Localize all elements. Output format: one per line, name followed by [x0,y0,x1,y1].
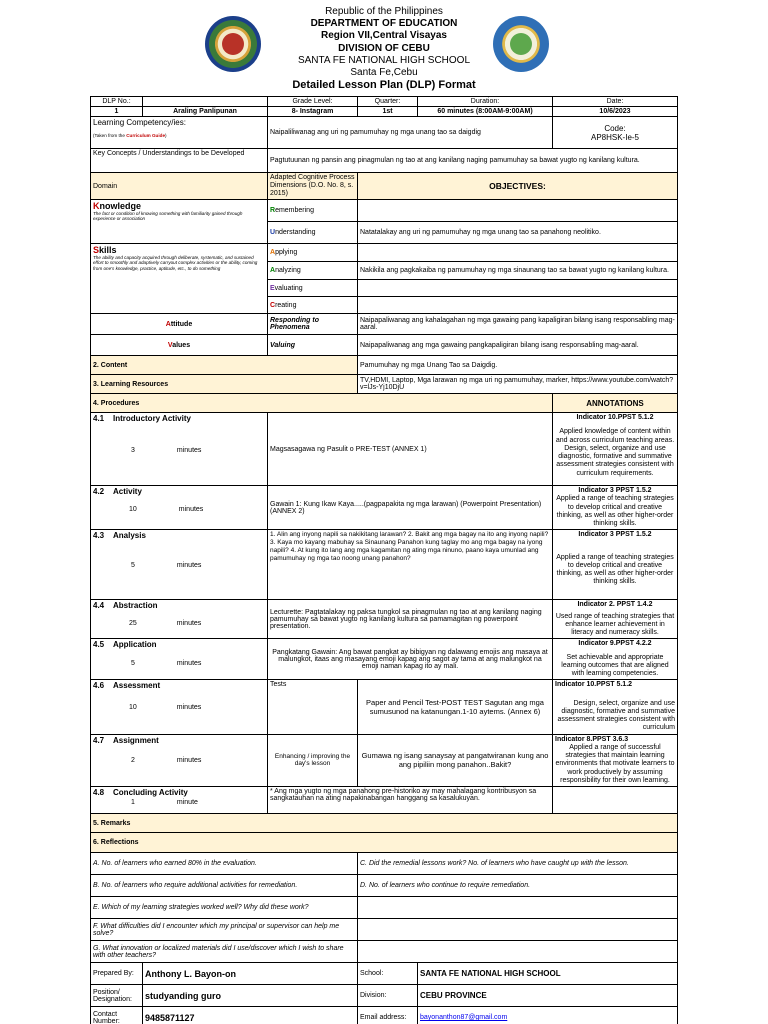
procedure-row [91,734,678,787]
code-value: AP8HSK-Ie-5 [590,132,640,142]
knowledge-domain: Knowledge The fact or condition of knowing something with familiarity gained through experience or association [91,200,268,244]
procedure-indicator: Indicator 9.PPST 4.2.2 [578,640,652,648]
procedure-title: 4.8 Concluding Activity [93,788,188,798]
procedure-annotation: Applied knowledge of content within and across curriculum teaching areas. Design, select, organize and use diagnostic, formative and summative assessment strategies consistent with curriculum requirements. [555,428,675,477]
procedure-row [91,530,678,600]
procedure-row [91,600,678,639]
knowledge-remembering-row [91,200,678,222]
procedure-row [91,413,678,486]
remarks-row [91,814,678,833]
position-label: Position/ Designation: [91,985,143,1007]
reflections-row [91,833,678,853]
duration-value: 60 minutes (8:00AM-9:00AM) [418,107,553,117]
skills-description: The ability and capacity acquired through deliberate, systematic, and sustained effort to smoothly and adaptively carryout complex activities or the ability, coming from one's knowledge, practice, aptitude, etc., to do something [93,255,258,271]
adapted-dimension-label: Adapted Cognitive Process Dimensions (D.O. No. 8, s. 2015) [268,173,358,200]
level-creating: Creating [268,297,358,314]
procedure-title: 4.3 Analysis [93,531,146,541]
procedure-subcategory: Enhancing / improving the day's lesson [268,734,358,787]
dlp-table [90,96,678,1024]
objective-evaluating [358,280,678,297]
skills-applying-row [91,244,678,262]
procedure-indicator: Indicator 8.PPST 3.6.3 [555,735,629,743]
domain-label: Domain [91,173,268,200]
footer-row [91,963,678,985]
contact-value: 9485871127 [143,1007,358,1024]
attitude-objective: Naipapaliwanag ang kahalagahan ng mga gawaing pang kapaligiran bilang isang responsabling mag-aaral. [358,314,678,335]
competency-text: Naipaliliwanag ang uri ng pamumuhay ng mga unang tao sa daigdig [268,117,553,149]
procedure-annotation: Applied a range of teaching strategies to develop critical and creative thinking, as well as other higher-order thinking skills. [556,553,674,586]
prepared-by-value: Anthony L. Bayon-on [143,963,358,985]
division-label: Division: [358,985,418,1007]
procedure-minutes: 2 minutes [131,756,202,764]
dlp-no-label: DLP No.: [91,97,143,107]
objective-analyzing: Nakikila ang pagkakaiba ng pamumuhay ng mga sinaunang tao sa bawat yugto ng kanilang kultura. [358,262,678,280]
grade-level-label: Grade Level: [268,97,358,107]
resources-label: 3. Learning Resources [91,375,358,394]
attitude-domain: Attitude [91,314,268,335]
procedures-label: 4. Procedures [91,394,553,413]
dlp-value-row [91,107,678,117]
level-applying: Applying [268,244,358,262]
attitude-row [91,314,678,335]
dlp-no-value: 1 [91,107,143,117]
email-label: Email address: [358,1007,418,1024]
division-value: CEBU PROVINCE [418,985,678,1007]
resources-text: TV,HDMI, Laptop, Mga larawan ng mga uri ng pamumuhay, marker, https://www.youtube.com/watch?v=lJs-Yj10DjU [358,375,678,394]
objective-remembering [358,200,678,222]
level-understanding: Understanding [268,222,358,244]
procedure-minutes: 10 minutes [129,506,204,514]
level-remembering: Remembering [268,200,358,222]
position-value: studyanding guro [143,985,358,1007]
grade-level-value: 8- Instagram [268,107,358,117]
key-concepts-label: Key Concepts / Understandings to be Developed [91,149,268,173]
procedure-indicator: Indicator 10.PPST 5.1.2 [576,414,654,422]
procedure-indicator: Indicator 3 PPST 1.5.2 [578,487,652,495]
prepared-by-label: Prepared By: [91,963,143,985]
reflection-item: F. What difficulties did I encounter which my principal or supervisor can help me solve? [91,919,358,941]
content-row [91,356,678,375]
republic-line: Republic of the Philippines [325,6,443,17]
procedure-title: 4.4 Abstraction [93,601,158,611]
quarter-value: 1st [358,107,418,117]
date-value: 10/6/2023 [553,107,678,117]
values-level: Valuing [268,335,358,356]
reflection-row [91,919,678,941]
content-label: 2. Content [91,356,358,375]
procedure-title: 4.6 Assessment [93,681,161,691]
procedure-text: * Ang mga yugto ng mga panahong pre-historiko ay may mahalagang kontribusyon sa sangkatauhan na ating napakinabangan hanggang sa kasalukuyan. [268,787,553,814]
procedure-annotation: Used range of teaching strategies that enhance learner achievement in literacy and numeracy skills. [555,612,675,637]
procedure-row [91,639,678,680]
skills-domain: Skills The ability and capacity acquired through deliberate, systematic, and sustained effort to smoothly and adaptively carryout complex activities or the ability, coming from one's knowledge, practice, aptitude, etc., to do something [91,244,268,314]
procedure-title: 4.5 Application [93,640,157,650]
competency-note: (Taken from the Curriculum Guide) [93,133,167,138]
footer-row [91,985,678,1007]
document-title: Detailed Lesson Plan (DLP) Format [292,79,476,91]
domain-header-row [91,173,678,200]
objective-creating [358,297,678,314]
reflection-row [91,875,678,897]
reflection-item: D. No. of learners who continue to require remediation. [358,875,678,897]
content-text: Pamumuhay ng mga Unang Tao sa Daigdig. [358,356,678,375]
procedure-annotation: Applied a range of teaching strategies to develop critical and creative thinking, as well as other higher-order thinking skills. [556,495,674,528]
procedure-text: Pangkatang Gawain: Ang bawat pangkat ay bibigyan ng dalawang emojis ang masaya at malungkot, itaas ang masayang emoji kapag ang sagot ay tama at ang malungkot na emoji naman kapag ito ay mali. [268,639,553,680]
procedure-indicator: Indicator 10.PPST 5.1.2 [555,681,633,689]
procedure-title: 4.1 Introductory Activity [93,414,191,424]
procedure-minutes: 10 minutes [129,704,202,712]
school-line: SANTA FE NATIONAL HIGH SCHOOL [297,54,471,66]
procedure-indicator: Indicator 3 PPST 1.5.2 [578,531,652,539]
procedure-text: 1. Alin ang inyong napili sa nakikitang larawan? 2. Bakit ang mga bagay na ito ang inyong napili? 3. Kaya mo kayang mabuhay sa Sinaunang Panahon kung taglay mo ang mga bagay na iyong napili? 4. At kung ito lang ang mga kagamitan ng ating mga ninuno, paano kaya umunlad ang pamumuhay ng mga tao noong unang panahon? [268,530,553,600]
division-line: DIVISION OF CEBU [338,42,430,54]
reflections-label: 6. Reflections [91,833,678,853]
objective-applying [358,244,678,262]
reflection-item: G. What innovation or localized materials did I use/discover which I wish to share with other teachers? [91,941,358,963]
procedure-title: 4.2 Activity [93,487,142,497]
reflection-row [91,941,678,963]
procedure-minutes: 25 minutes [129,620,202,628]
date-label: Date: [553,97,678,107]
region-line: Region VII,Central Visayas [321,30,447,42]
key-concepts-text: Pagtutuunan ng pansin ang pinagmulan ng tao at ang kanilang naging pamumuhay sa bawat yugto ng kanilang kultura. [268,149,678,173]
procedure-text: Paper and Pencil Test-POST TEST Sagutan ang mga sumusunod na katanungan.1-10 aytems. (Annex 6) [358,680,553,734]
procedure-text: Gawain 1: Kung Ikaw Kaya.....(pagpapakita ng mga larawan) (Powerpoint Presentation) (ANNEX 2) [268,486,553,530]
contact-label: Contact Number: [91,1007,143,1024]
division-seal-logo [493,16,549,72]
resources-row [91,375,678,394]
document-header [0,6,768,79]
footer-row [91,1007,678,1024]
procedure-text: Gumawa ng isang sanaysay at pangatwiranan kung ano ang pipiliin mong panahon..Bakit? [358,734,553,787]
procedure-row [91,680,678,734]
procedures-header-row [91,394,678,413]
key-concepts-row [91,149,678,173]
code-label: Code: [604,123,626,133]
knowledge-description: The fact or condition of knowing something with familiarity gained through experience or association [93,211,243,222]
procedure-minutes: 3 minutes [131,447,202,455]
procedure-subcategory: Tests [268,680,358,734]
subject-value: Araling Panlipunan [143,107,268,117]
dlp-label-row [91,97,678,107]
procedure-row [91,787,678,814]
duration-label: Duration: [418,97,553,107]
procedure-text: Magsasagawa ng Pasulit o PRE-TEST (ANNEX 1) [268,413,553,486]
school-label: School: [358,963,418,985]
procedure-annotation: Applied a range of successful strategies that maintain learning environments that motivate learners to work productively by assuming responsibility for their own learning. [555,743,675,784]
procedure-title: 4.7 Assignment [93,735,159,745]
competency-label: Learning Competency/ies: [93,118,186,127]
values-row [91,335,678,356]
attitude-level: Responding to Phenomena [268,314,358,335]
procedure-text: Lecturette: Pagtatalakay ng paksa tungkol sa pinagmulan ng tao at ang kanilang naging pamumuhay sa bawat yugto ng kanilang kultura sa pamamagitan ng powerpoint presentation. [268,600,553,639]
level-analyzing: Analyzing [268,262,358,280]
objective-understanding: Natatalakay ang uri ng pamumuhay ng mga unang tao sa panahong neolitiko. [358,222,678,244]
town-line: Santa Fe,Cebu [350,66,418,78]
quarter-label: Quarter: [358,97,418,107]
reflection-item: A. No. of learners who earned 80% in the evaluation. [91,853,358,875]
school-seal-logo [205,16,261,72]
email-link[interactable]: bayonanthon87@gmail.com [420,1014,508,1022]
competency-row [91,117,678,149]
values-objective: Naipapaliwanag ang mga gawaing pangkapaligiran bilang isang responsabling mag-aaral. [358,335,678,356]
objectives-header: OBJECTIVES: [358,173,678,200]
reflection-row [91,897,678,919]
procedure-minutes: 5 minutes [131,562,202,570]
procedure-minutes: 5 minutes [131,660,202,668]
school-value: SANTA FE NATIONAL HIGH SCHOOL [418,963,678,985]
procedure-indicator: Indicator 2. PPST 1.4.2 [577,601,653,609]
annotations-header: ANNOTATIONS [553,394,678,413]
procedure-minutes: 1 minute [131,799,198,807]
reflection-item: E. Which of my learning strategies worked well? Why did these work? [91,897,358,919]
procedure-annotation: Set achievable and appropriate learning outcomes that are aligned with learning competencies. [561,653,669,678]
reflection-item: B. No. of learners who require additional activities for remediation. [91,875,358,897]
procedure-row [91,486,678,530]
level-evaluating: Evaluating [268,280,358,297]
reflection-row [91,853,678,875]
department-line: DEPARTMENT OF EDUCATION [310,18,458,30]
reflection-item: C. Did the remedial lessons work? No. of learners who have caught up with the lesson. [358,853,678,875]
values-domain: Values [91,335,268,356]
remarks-label: 5. Remarks [91,814,678,833]
procedure-annotation: Design, select, organize and use diagnostic, formative and summative assessment strategies consistent with curriculum [557,699,675,732]
